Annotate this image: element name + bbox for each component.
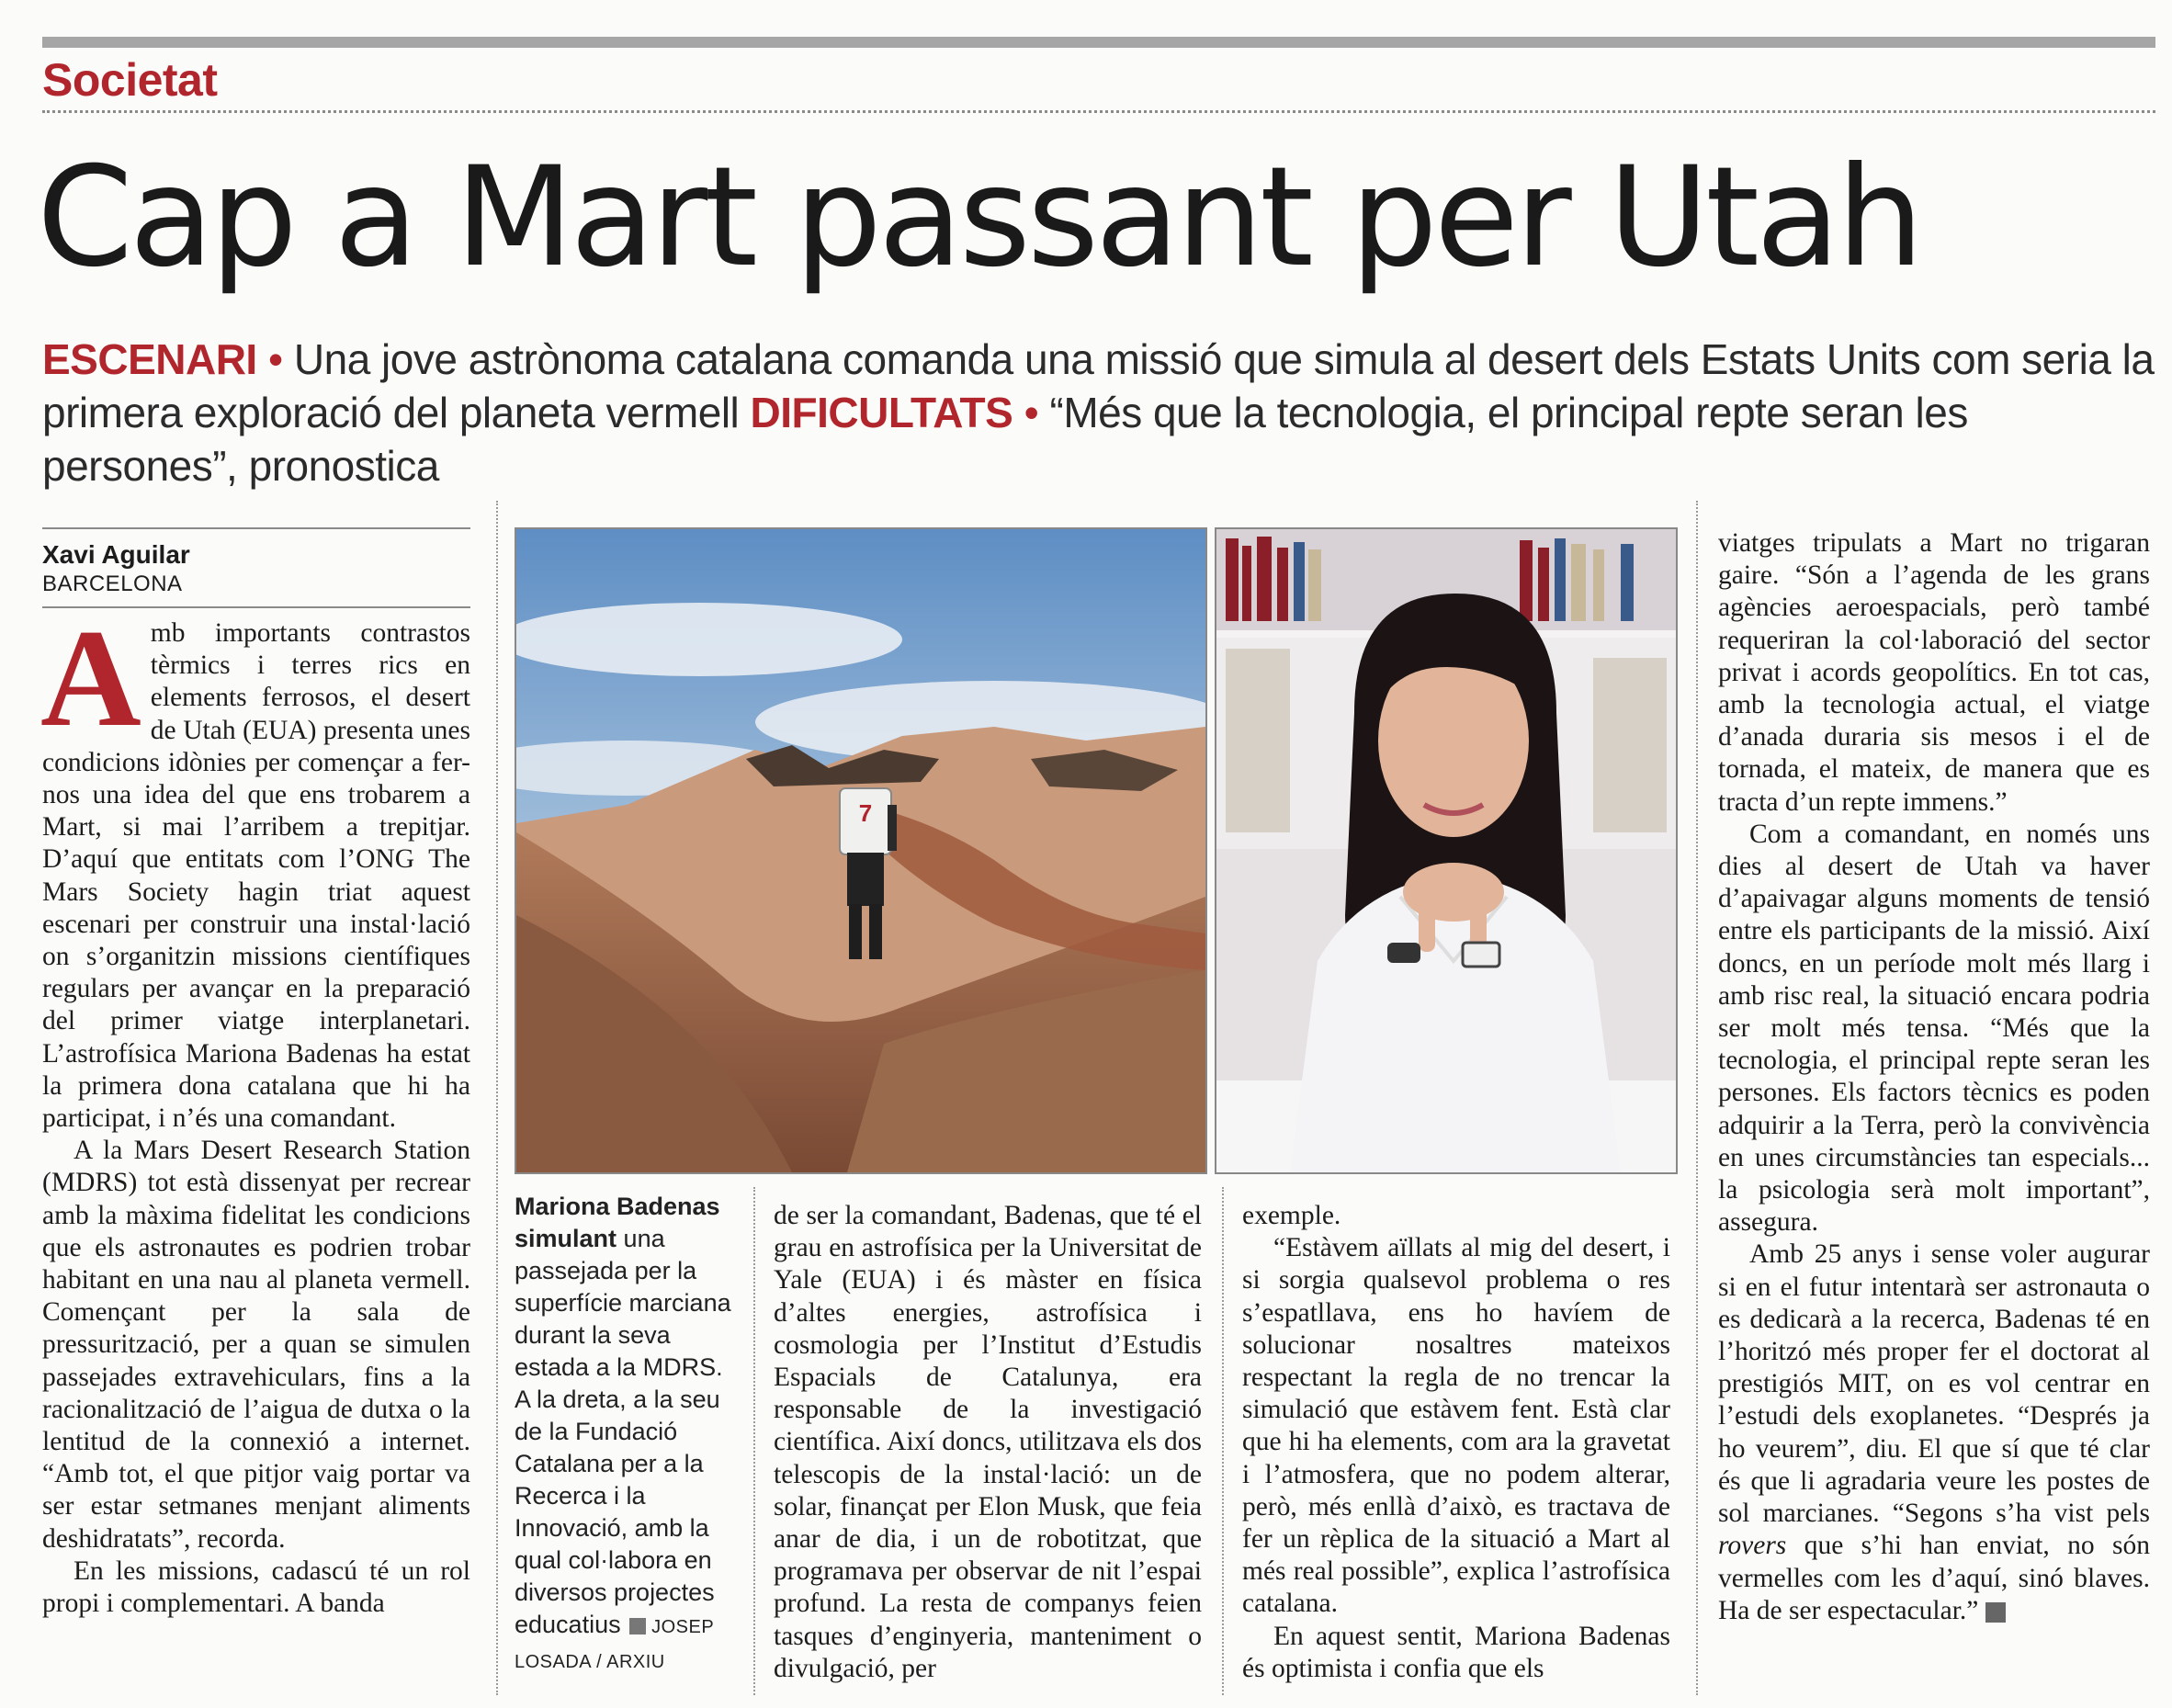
byline-top-rule (42, 527, 470, 529)
headline: Cap a Mart passant per Utah (37, 138, 1921, 298)
paragraph: de ser la comandant, Badenas, que té el grau en astrofísica per la Universitat de Yale (EUA) i és màster en física d’altes energies, astrofísica i cosmologia per l’Institut d’Estudis Espacials de Catalunya, era responsable de la investigació científica. Així doncs, utilitzava els dos telescopis de la instal·lació: un de solar, finançat per Elon Musk, que feia anar de dia, i un de robotitzat, que programava per observar de nit l’espai profund. La resta de companys feien tasques d’enginyeria, manteniment o divulgació, per (774, 1201, 1202, 1683)
paragraph: “Estàvem aïllats al mig del desert, i si sorgia qualsevol problema o res s’espatllava, ens ho havíem de solucionar nosaltres mateixos respectant la regla de no trencar la simulació que estàvem fent. Està clar que hi ha elements, com ara la gravetat i l’atmosfera, que no podem alterar, però, més enllà d’això, es tractava de fer un rèplica de la situació a Mart al més real possible”, explica l’astrofísica catalana. (1242, 1233, 1670, 1619)
article-column-4 (1242, 1200, 1670, 1685)
kicker-dificultats: DIFICULTATS (750, 389, 1013, 436)
column-divider (753, 1187, 755, 1695)
photo-desert-astronaut (515, 527, 1207, 1174)
section-label: Societat (42, 54, 218, 106)
top-rule-bar (42, 37, 2155, 48)
paragraph-text: mb importants contrastos tèrmics i terres rics en elements ferrosos, el desert de Utah (EUA) presenta unes condicions idònies per començar a fer-nos una idea del que ens trobarem a Mart, si mai l’arribem a trepitjar. D’aquí que entitats com l’ONG The Mars Society hagin triat aquest escenari per construir una instal·lació on s’organitzin missions científiques regulars per avançar en la preparació del primer viatge interplanetari. L’astrofísica Mariona Badenas ha estat la primera dona catalana que hi ha participat, i n’és una comandant. (42, 618, 470, 1134)
article-column-1 (40, 601, 470, 1620)
suit-number: 7 (858, 799, 873, 827)
column-divider (1696, 501, 1698, 1695)
photo-credit: JOSEP LOSADA / ARXIU (515, 1617, 714, 1672)
subheadline (42, 333, 2155, 492)
bullet-dot: • (1024, 389, 1039, 436)
article-column-5 (1718, 527, 2150, 1627)
drop-cap: A (40, 601, 141, 755)
paragraph-text: Amb 25 anys i sense voler augurar si en el futur intentarà ser astronauta o es dedicarà a la recerca, Badenas té en l’horitzó més proper fer el doctorat al prestigiós MIT, on es vol centrar en l’estudi dels exoplanetes. “Després ja ho veurem”, diu. El que sí que té clar és que li agradaria veure les postes de sol marcianes. “Segons s’ha vist pels (1718, 1239, 2150, 1529)
italic-word: rovers (1718, 1531, 1787, 1561)
credit-square-icon (629, 1618, 646, 1634)
portrait-image (1216, 529, 1676, 1172)
article-column-3 (774, 1200, 1202, 1685)
paragraph: exemple. (1242, 1201, 1341, 1230)
subhead-text-1: Una jove astrònoma catalana comanda una missió que simula al desert dels Estats Units com seria la primera exploració del planeta vermell (42, 335, 2155, 436)
section-divider (42, 110, 2155, 113)
end-of-article-square-icon (1985, 1602, 2006, 1623)
photo-portrait-mariona-badenas (1215, 527, 1678, 1174)
paragraph: Com a comandant, en només uns dies al desert de Utah va haver d’apaivagar alguns moments de tensió entre els participants de la missió. Així doncs, en un període molt més llarg i amb risc real, la situació encara podria ser molt més tensa. “Més que la tecnologia, el principal repte seran les persones. Els factors tècnics es poden adquirir a la Terra, però la convivència en unes circumstàncies tan especials... la psicologia serà molt important”, assegura. (1718, 819, 2150, 1238)
photo-caption (515, 1191, 731, 1679)
column-divider (496, 501, 498, 1695)
caption-text: una passejada per la superfície marciana durant la seva estada a la MDRS. A la dreta, a la seu de la Fundació Catalana per a la Recerca i la Innovació, amb la qual col·labora en diversos projectes educatius (515, 1225, 731, 1638)
column-divider (1222, 1187, 1224, 1695)
paragraph: En les missions, cadascú té un rol propi i complementari. A banda (42, 1555, 470, 1619)
byline-city: BARCELONA (42, 571, 183, 596)
paragraph (1718, 1239, 2150, 1626)
bullet-dot: • (268, 335, 283, 383)
paragraph-text: que s’hi han enviat, no són vermelles com les d’aquí, sinó blaves. Ha de ser espectacular.” (1718, 1531, 2150, 1625)
caption-lead: Mariona Badenas simulant (515, 1193, 720, 1252)
paragraph: A la Mars Desert Research Station (MDRS) tot està dissenyat per recrear amb la màxima fidelitat les condicions que els astronautes es podrien trobar habitant en una nau al planeta vermell. Començant per la sala de pressurització, per a quan se simulen passejades extravehiculars, fins a la racionalització de l’aigua de dutxa o la lentitud de la connexió a internet. “Amb tot, el que pitjor vaig portar va ser estar setmanes menjant aliments deshidratats”, recorda. (42, 1136, 470, 1554)
kicker-escenari: ESCENARI (42, 335, 257, 383)
desert-landscape-image (516, 529, 1205, 1172)
paragraph: En aquest sentit, Mariona Badenas és optimista i confia que els (1242, 1621, 1670, 1683)
byline-author: Xavi Aguilar (42, 540, 190, 569)
subhead-text-2: “Més que la tecnologia, el principal repte seran les persones”, pronostica (42, 389, 1968, 490)
paragraph (40, 601, 470, 1135)
paragraph: viatges tripulats a Mart no trigaran gaire. “Són a l’agenda de les grans agències aeroespacials, però també requeriran la col·laboració del sector privat i acords geopolítics. En tot cas, amb la tecnologia actual, el viatge d’anada duraria sis mesos i el de tornada, el mateix, de manera que es tracta d’un repte immens.” (1718, 528, 2150, 817)
